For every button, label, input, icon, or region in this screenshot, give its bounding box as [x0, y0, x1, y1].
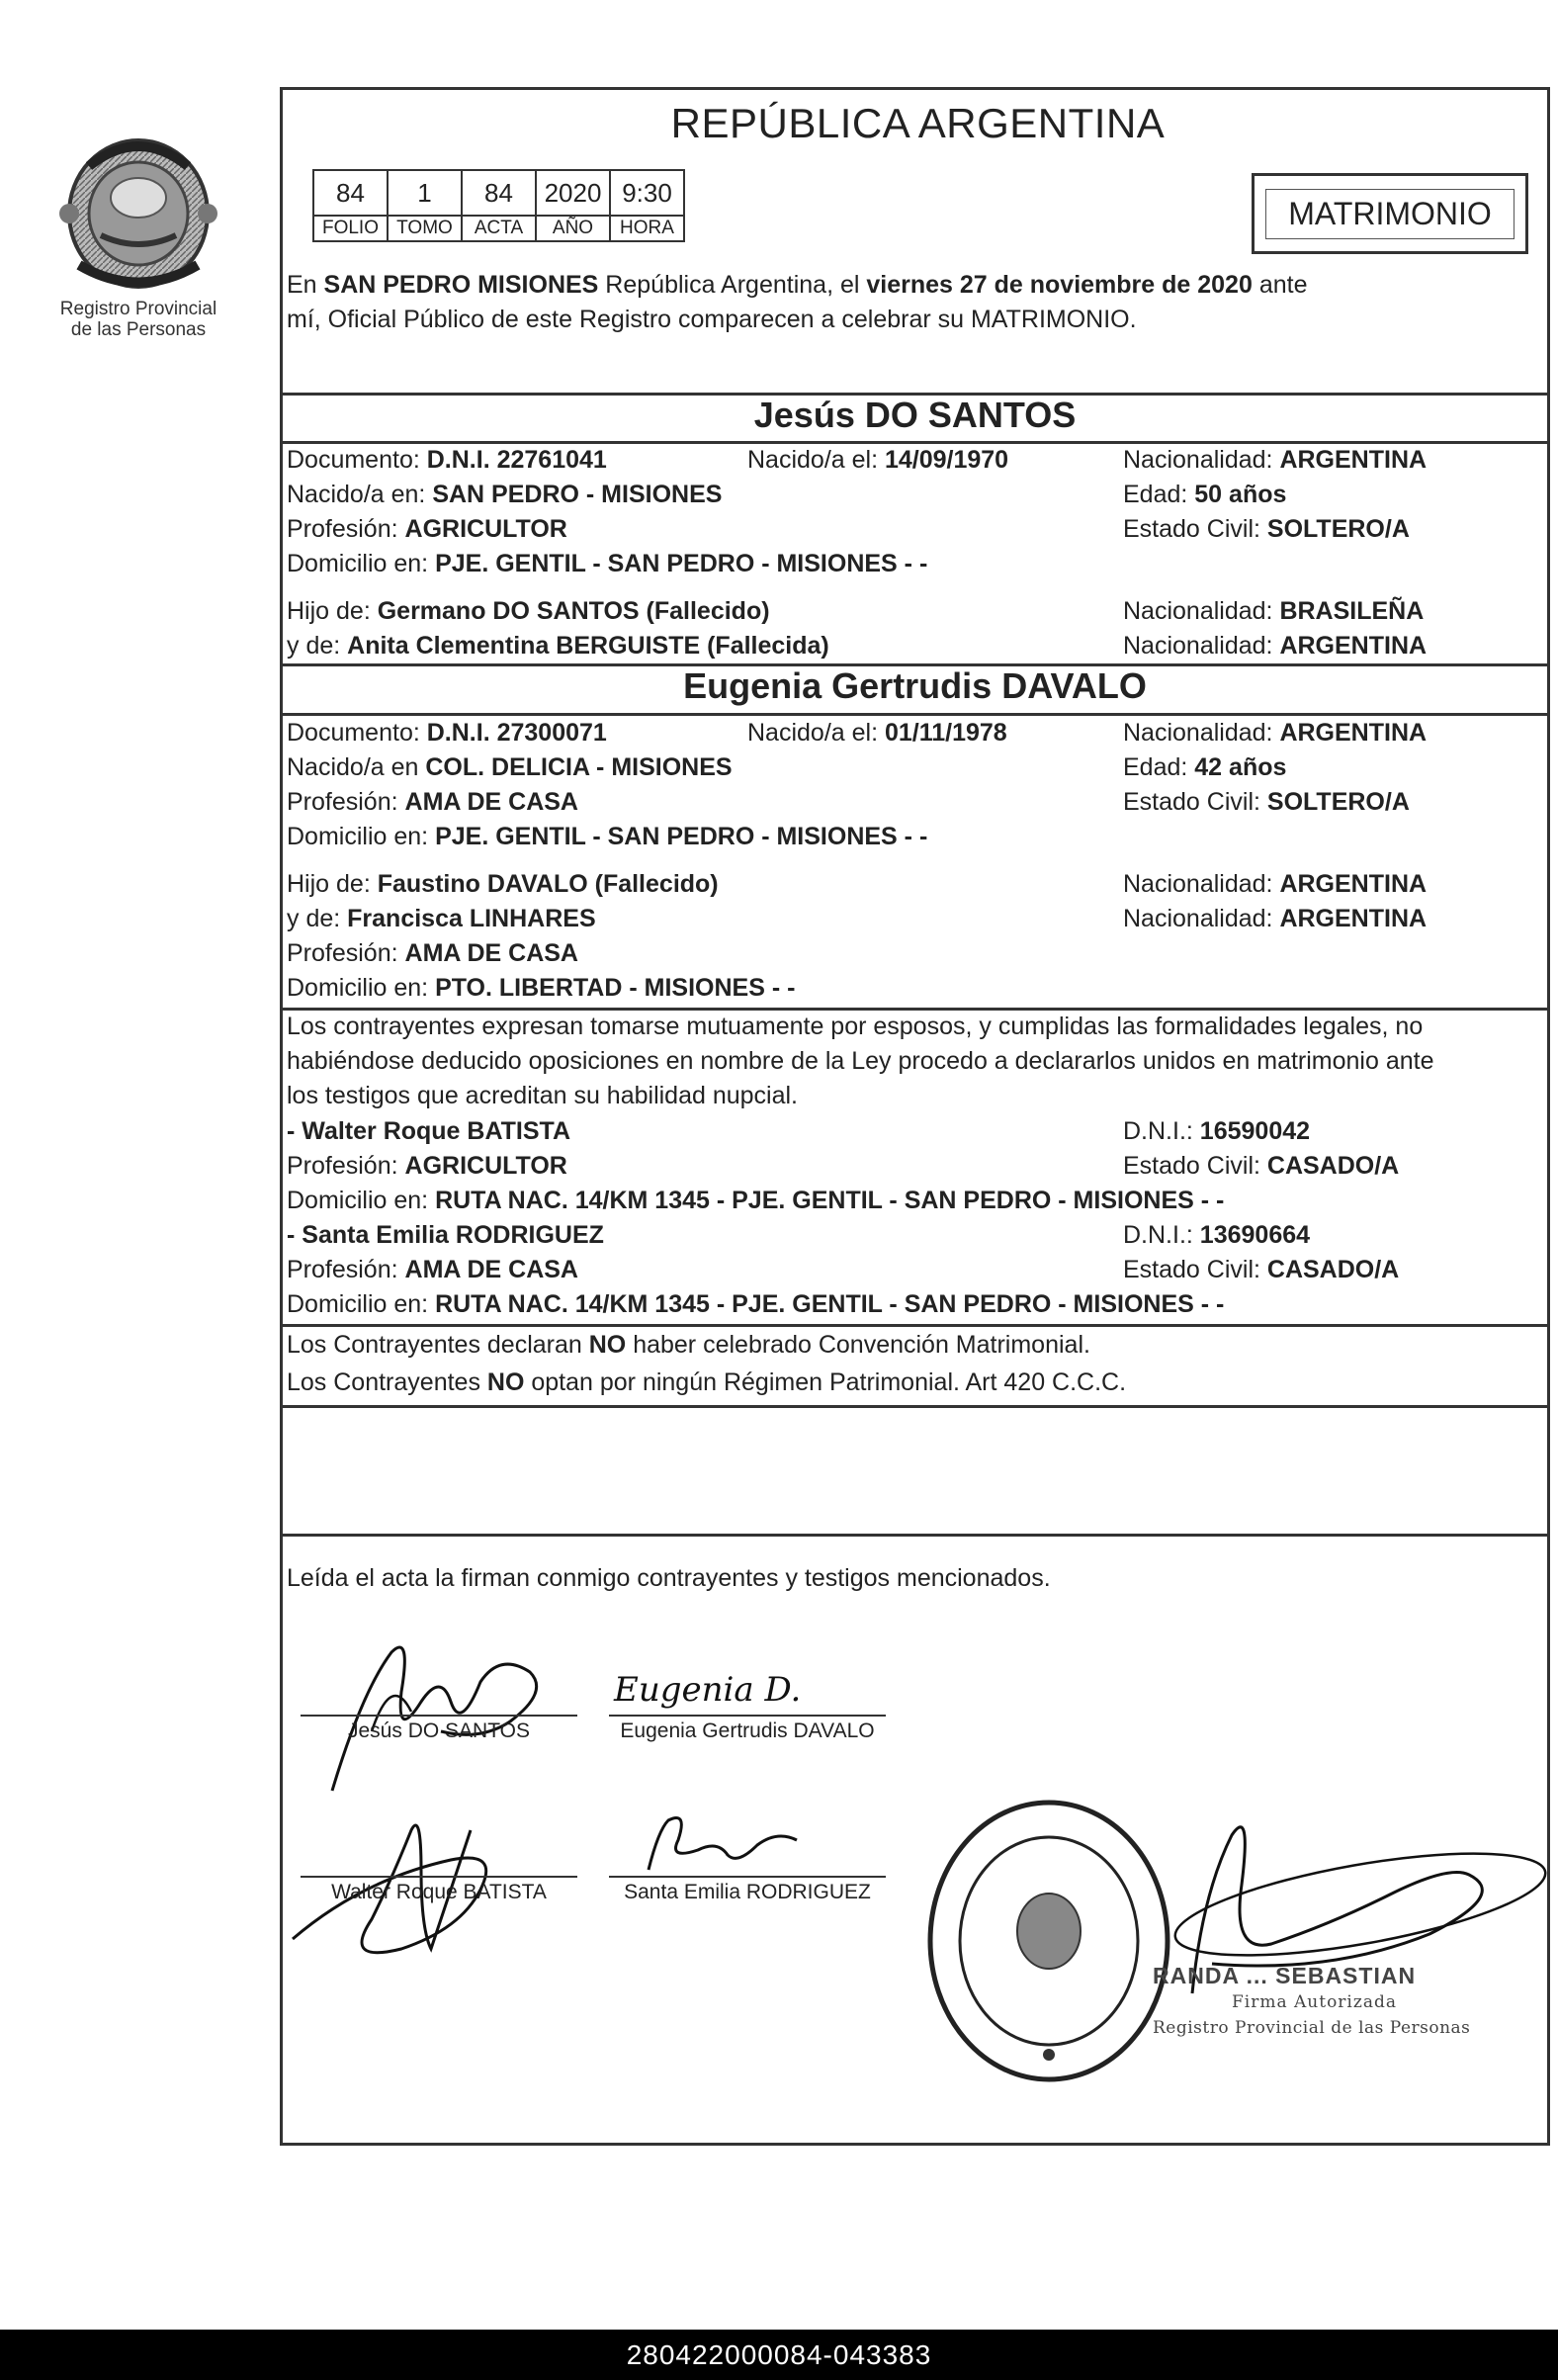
t1-domicilio	[287, 1184, 1224, 1217]
signature-t2-mark	[629, 1810, 826, 1880]
t1-estado-value: CASADO/A	[1266, 1152, 1400, 1180]
document-serial-number: 280422000084-043383	[0, 2330, 1558, 2380]
t1-domicilio-value: RUTA NAC. 14/KM 1345 - PJE. GENTIL - SAN PEDRO - MISIONES - -	[435, 1187, 1225, 1214]
c2-documento	[287, 716, 607, 749]
t1-dni-value: 16590042	[1199, 1117, 1311, 1145]
t1-dni	[1123, 1114, 1310, 1148]
c1-profesion-label: Profesión:	[287, 515, 405, 543]
c2-madre-nacionalidad	[1123, 902, 1427, 935]
c2-padre-nac-label: Nacionalidad:	[1123, 870, 1280, 898]
acta-value: 84	[462, 170, 536, 216]
tomo-label: TOMO	[388, 216, 462, 241]
convencion-a-bold: NO	[588, 1331, 627, 1359]
c2-profesion	[287, 785, 578, 819]
anio-value: 2020	[536, 170, 610, 216]
convencion-line-1	[287, 1328, 1090, 1362]
c1-padre-label: Hijo de:	[287, 597, 378, 625]
signature-c2-handwriting: Eugenia D.	[614, 1670, 802, 1710]
t1-nombre	[287, 1114, 570, 1148]
provincial-seal-icon	[49, 127, 227, 295]
certificate-frame	[280, 87, 1550, 2146]
divider	[283, 1324, 1547, 1327]
t2-dni-label: D.N.I.:	[1123, 1221, 1200, 1249]
tomo-value: 1	[388, 170, 462, 216]
acta-label: ACTA	[462, 216, 536, 241]
intro-ante: ante	[1252, 271, 1308, 299]
hora-label: HORA	[610, 216, 684, 241]
c2-estado-label: Estado Civil:	[1123, 788, 1267, 816]
c2-nacionalidad	[1123, 716, 1427, 749]
contrayente-1-name: Jesús DO SANTOS	[753, 395, 1077, 435]
t2-estado-label: Estado Civil:	[1123, 1256, 1267, 1283]
c2-edad-label: Edad:	[1123, 753, 1195, 781]
c2-madre	[287, 902, 596, 935]
c1-madre-nac-label: Nacionalidad:	[1123, 632, 1280, 660]
convencion-a-post: haber celebrado Convención Matrimonial.	[626, 1331, 1090, 1359]
convencion-line-2	[287, 1366, 1126, 1399]
c2-madre-domicilio	[287, 971, 795, 1005]
t1-profesion	[287, 1149, 567, 1183]
c2-domicilio-label: Domicilio en:	[287, 823, 436, 850]
convencion-b-pre: Los Contrayentes	[287, 1368, 487, 1396]
declaracion-paragraph	[287, 1010, 1547, 1113]
folio-label: FOLIO	[313, 216, 388, 241]
c2-padre-label: Hijo de:	[287, 870, 378, 898]
signature-t1-caption: Walter Roque BATISTA	[331, 1881, 547, 1903]
intro-line-1	[287, 268, 1307, 302]
signature-line-c1	[301, 1715, 577, 1717]
c1-profesion-value: AGRICULTOR	[404, 515, 567, 543]
c1-nacido-en-value: SAN PEDRO - MISIONES	[432, 481, 723, 508]
c1-madre-nacionalidad	[1123, 629, 1427, 662]
t2-dni-value: 13690664	[1199, 1221, 1311, 1249]
c2-domicilio-value: PJE. GENTIL - SAN PEDRO - MISIONES - -	[435, 823, 928, 850]
c2-madre-domicilio-label: Domicilio en:	[287, 974, 436, 1002]
t2-dni	[1123, 1218, 1310, 1252]
t2-domicilio-label: Domicilio en:	[287, 1290, 436, 1318]
c2-madre-label: y de:	[287, 905, 348, 932]
declaracion-line-1: Los contrayentes expresan tomarse mutuamente por esposos, y cumplidas las formalidades legales, no	[287, 1013, 1424, 1040]
t2-profesion-value: AMA DE CASA	[404, 1256, 578, 1283]
c2-edad-value: 42 años	[1194, 753, 1287, 781]
c1-nacionalidad	[1123, 443, 1427, 477]
document-title: REPÚBLICA ARGENTINA	[670, 100, 1166, 146]
c2-padre-value: Faustino DAVALO (Fallecido)	[377, 870, 719, 898]
signature-c1-caption: Jesús DO SANTOS	[348, 1719, 530, 1742]
c1-estado-value: SOLTERO/A	[1266, 515, 1410, 543]
declaracion-line-3: los testigos que acreditan su habilidad nupcial.	[287, 1082, 799, 1109]
c1-padre-nacionalidad	[1123, 594, 1424, 628]
c1-nacido-el-value: 14/09/1970	[884, 446, 1009, 474]
hora-value: 9:30	[610, 170, 684, 216]
c1-padre	[287, 594, 770, 628]
c2-madre-profesion	[287, 936, 578, 970]
divider	[283, 1534, 1547, 1537]
signature-line-c2	[609, 1715, 886, 1717]
c2-madre-domicilio-value: PTO. LIBERTAD - MISIONES - -	[435, 974, 796, 1002]
t1-estado-label: Estado Civil:	[1123, 1152, 1267, 1180]
c2-documento-label: Documento:	[287, 719, 427, 747]
t2-domicilio-value: RUTA NAC. 14/KM 1345 - PJE. GENTIL - SAN PEDRO - MISIONES - -	[435, 1290, 1225, 1318]
cierre-text: Leída el acta la firman conmigo contrayentes y testigos mencionados.	[287, 1564, 1051, 1592]
intro-place: SAN PEDRO MISIONES	[323, 271, 599, 299]
c1-edad-label: Edad:	[1123, 481, 1195, 508]
signature-c2-caption: Eugenia Gertrudis DAVALO	[620, 1719, 875, 1742]
c2-madre-nac-label: Nacionalidad:	[1123, 905, 1280, 932]
t2-profesion	[287, 1253, 578, 1286]
c1-nacido-en-label: Nacido/a en:	[287, 481, 433, 508]
c1-domicilio-label: Domicilio en:	[287, 550, 436, 577]
c2-documento-value: D.N.I. 27300071	[426, 719, 607, 747]
c1-madre-label: y de:	[287, 632, 348, 660]
emblem-caption	[40, 299, 237, 340]
c1-edad	[1123, 478, 1286, 511]
act-type-box	[1252, 173, 1528, 254]
t2-domicilio	[287, 1287, 1224, 1321]
t1-profesion-label: Profesión:	[287, 1152, 405, 1180]
t1-profesion-value: AGRICULTOR	[404, 1152, 567, 1180]
c2-estado-civil	[1123, 785, 1410, 819]
t2-estado-value: CASADO/A	[1266, 1256, 1400, 1283]
convencion-b-post: optan por ningún Régimen Patrimonial. Art 420 C.C.C.	[524, 1368, 1127, 1396]
c2-nacido-en-label: Nacido/a en	[287, 753, 426, 781]
c2-nacido-en	[287, 750, 733, 784]
c2-nacionalidad-label: Nacionalidad:	[1123, 719, 1280, 747]
c1-padre-nac-label: Nacionalidad:	[1123, 597, 1280, 625]
c1-madre-nac-value: ARGENTINA	[1279, 632, 1428, 660]
emblem-caption-line1: Registro Provincial	[59, 299, 217, 319]
t2-nombre-value: - Santa Emilia RODRIGUEZ	[287, 1221, 604, 1249]
c2-edad	[1123, 750, 1286, 784]
c2-madre-profesion-label: Profesión:	[287, 939, 405, 967]
intro-date: viernes 27 de noviembre de 2020	[866, 271, 1253, 299]
anio-label: AÑO	[536, 216, 610, 241]
convencion-a-pre: Los Contrayentes declaran	[287, 1331, 589, 1359]
c1-documento-value: D.N.I. 22761041	[426, 446, 607, 474]
c2-padre-nac-value: ARGENTINA	[1279, 870, 1428, 898]
intro-mid: República Argentina, el	[598, 271, 867, 299]
c2-padre-nacionalidad	[1123, 867, 1427, 901]
c1-estado-civil	[1123, 512, 1410, 546]
t1-nombre-value: - Walter Roque BATISTA	[287, 1117, 571, 1145]
registry-code-table	[312, 169, 685, 242]
c2-nacionalidad-value: ARGENTINA	[1279, 719, 1428, 747]
c1-nacionalidad-label: Nacionalidad:	[1123, 446, 1280, 474]
c2-domicilio	[287, 820, 927, 853]
intro-line-2: mí, Oficial Público de este Registro comparecen a celebrar su MATRIMONIO.	[287, 306, 1137, 333]
c2-nacido-el	[747, 716, 1007, 749]
c2-profesion-label: Profesión:	[287, 788, 405, 816]
divider	[283, 1405, 1547, 1408]
t2-nombre	[287, 1218, 604, 1252]
intro-en: En	[287, 271, 324, 299]
registry-emblem	[40, 127, 237, 340]
c1-nacido-el-label: Nacido/a el:	[747, 446, 885, 474]
c2-madre-profesion-value: AMA DE CASA	[404, 939, 578, 967]
signature-line-t1	[301, 1876, 577, 1878]
c1-madre	[287, 629, 829, 662]
c2-nacido-en-value: COL. DELICIA - MISIONES	[425, 753, 733, 781]
c2-nacido-el-label: Nacido/a el:	[747, 719, 885, 747]
c2-estado-value: SOLTERO/A	[1266, 788, 1410, 816]
folio-value: 84	[313, 170, 388, 216]
c1-madre-value: Anita Clementina BERGUISTE (Fallecida)	[347, 632, 829, 660]
t2-profesion-label: Profesión:	[287, 1256, 405, 1283]
contrayente-2-name: Eugenia Gertrudis DAVALO	[683, 665, 1147, 706]
convencion-b-bold: NO	[486, 1368, 525, 1396]
c1-edad-value: 50 años	[1194, 481, 1287, 508]
t1-dni-label: D.N.I.:	[1123, 1117, 1200, 1145]
c1-padre-value: Germano DO SANTOS (Fallecido)	[377, 597, 770, 625]
signature-t1-mark	[283, 1771, 579, 1979]
t1-domicilio-label: Domicilio en:	[287, 1187, 436, 1214]
c1-profesion	[287, 512, 567, 546]
t2-estado-civil	[1123, 1253, 1399, 1286]
official-stamp-name: RANDA ... SEBASTIAN	[1153, 1963, 1417, 1988]
c1-padre-nac-value: BRASILEÑA	[1279, 597, 1425, 625]
t1-estado-civil	[1123, 1149, 1399, 1183]
c1-nacido-en	[287, 478, 722, 511]
c1-estado-label: Estado Civil:	[1123, 515, 1267, 543]
c1-documento-label: Documento:	[287, 446, 427, 474]
official-stamp-cargo-1: Firma Autorizada	[1232, 1992, 1397, 2012]
c2-padre	[287, 867, 719, 901]
signature-t2-caption: Santa Emilia RODRIGUEZ	[624, 1881, 871, 1903]
c1-documento	[287, 443, 607, 477]
c2-madre-value: Francisca LINHARES	[347, 905, 596, 932]
c2-madre-nac-value: ARGENTINA	[1279, 905, 1428, 932]
c2-profesion-value: AMA DE CASA	[404, 788, 578, 816]
c2-nacido-el-value: 01/11/1978	[884, 719, 1007, 747]
c1-nacionalidad-value: ARGENTINA	[1279, 446, 1428, 474]
official-stamp-cargo-2: Registro Provincial de las Personas	[1153, 2018, 1471, 2038]
c1-domicilio-value: PJE. GENTIL - SAN PEDRO - MISIONES - -	[435, 550, 928, 577]
emblem-caption-line2: de las Personas	[70, 319, 207, 340]
signature-line-t2	[609, 1876, 886, 1878]
c1-nacido-el	[747, 443, 1008, 477]
declaracion-line-2: habiéndose deducido oposiciones en nombre de la Ley procedo a declararlos unidos en matrimonio ante	[287, 1047, 1434, 1075]
c1-domicilio	[287, 547, 927, 580]
act-type: MATRIMONIO	[1265, 189, 1515, 239]
